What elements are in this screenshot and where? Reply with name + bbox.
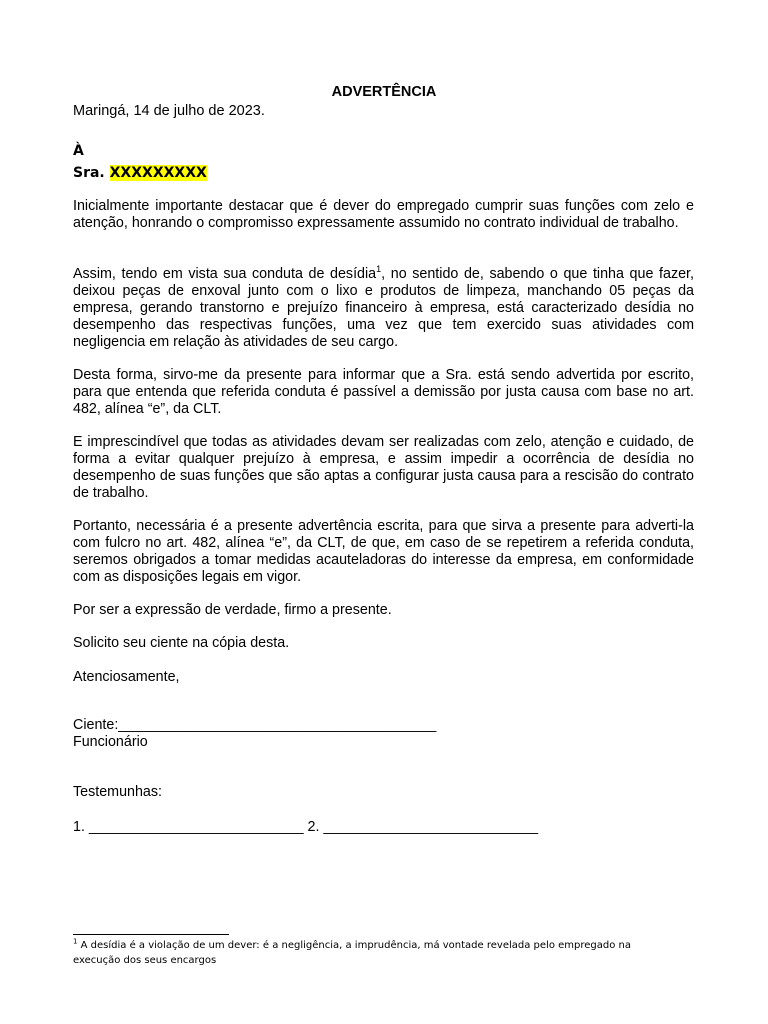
paragraph-2-rest: , no sentido de, sabendo o que tinha que fazer, deixou peças de enxoval junto com o lixo e produtos de limpeza, manchando 05 peças da empresa, gerando transtorno e prejuízo financeiro à empresa, está caracterizado desídia no desempenho das respectivas funções, uma vez que tem exercido suas atividades com negligencia em relação às atividades de seu cargo.	[73, 266, 694, 350]
date-line: Maringá, 14 de julho de 2023.	[73, 103, 265, 119]
footnote-marker: 1	[73, 937, 78, 946]
salutation-recipient	[73, 165, 207, 181]
paragraph-4: E imprescindível que todas as atividades devam ser realizadas com zelo, atenção e cuidado, de forma a evitar qualquer prejuízo à empresa, e assim impedir a ocorrência de desídia no desempenho de suas funções que são aptas a configurar justa causa para a rescisão do contrato de trabalho.	[73, 434, 694, 501]
recipient-name-placeholder: XXXXXXXXX	[109, 165, 207, 181]
closing: Atenciosamente,	[73, 669, 180, 685]
witnesses-signature-lines: 1. ___________________________ 2. ___________________________	[73, 819, 539, 835]
funcionario-label: Funcionário	[73, 734, 148, 750]
footnote-reference: 1	[376, 264, 382, 275]
paragraph-6: Por ser a expressão de verdade, firmo a presente.	[73, 602, 392, 618]
paragraph-2	[73, 266, 694, 351]
paragraph-3: Desta forma, sirvo-me da presente para informar que a Sra. está sendo advertida por escrito, para que entenda que referida conduta é passível a demissão por justa causa com base no art. 482, alínea “e”, da CLT.	[73, 367, 694, 417]
witnesses-label: Testemunhas:	[73, 784, 163, 800]
salutation-to: À	[73, 143, 84, 159]
paragraph-5: Portanto, necessária é a presente advertência escrita, para que sirva a presente para adverti-la com fulcro no art. 482, alínea “e”, da CLT, de que, em caso de se repetirem a referida conduta, seremos obrigados a tomar medidas acauteladoras do interesse da empresa, em conformidade com as disposições legais em vigor.	[73, 518, 694, 585]
paragraph-7: Solicito seu ciente na cópia desta.	[73, 635, 290, 651]
footnote	[73, 938, 673, 968]
document-title: ADVERTÊNCIA	[331, 84, 437, 100]
paragraph-2-start: Assim, tendo em vista sua conduta de desídia	[73, 266, 377, 282]
ciente-signature-line: Ciente:________________________________________	[73, 717, 437, 733]
footnote-text: A desídia é a violação de um dever: é a negligência, a imprudência, má vontade revelada pelo empregado na execução dos seus encargos	[73, 940, 631, 966]
paragraph-1: Inicialmente importante destacar que é dever do empregado cumprir suas funções com zelo e atenção, honrando o compromisso expressamente assumido no contrato individual de trabalho.	[73, 198, 694, 231]
footnote-separator	[73, 934, 229, 935]
salutation-prefix: Sra.	[73, 165, 105, 181]
